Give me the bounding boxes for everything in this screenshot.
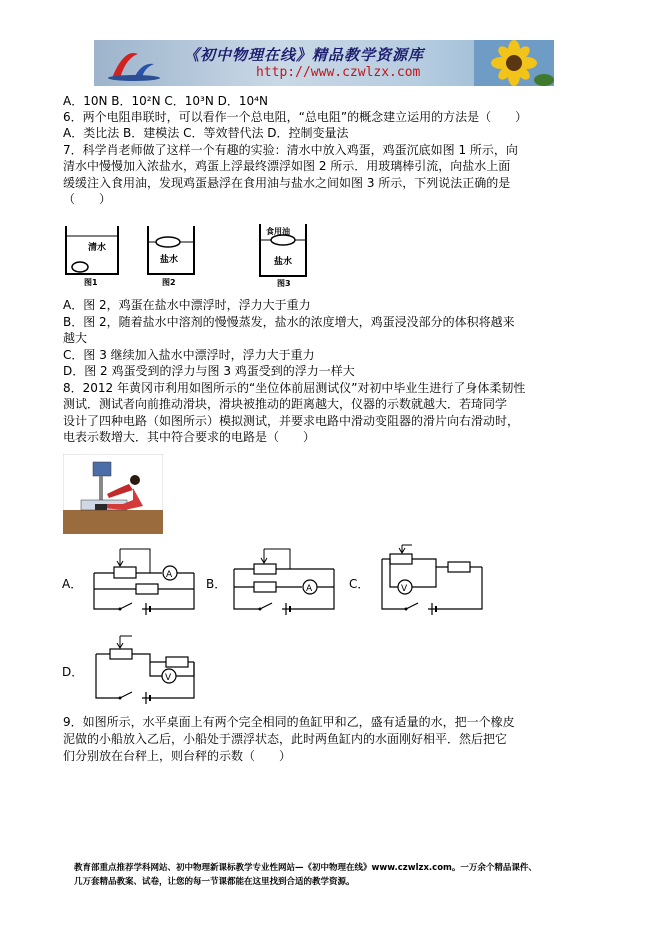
resistor	[448, 562, 470, 572]
q7-option-a: A．图 2，鸡蛋在盐水中漂浮时，浮力大于重力	[63, 298, 311, 312]
q7-stem-line4: （ ）	[63, 192, 112, 206]
q7-option-b-line1: B．图 2，随着盐水中溶剂的慢慢蒸发，盐水的浓度增大，鸡蛋浸没部分的体积将越来	[63, 315, 515, 329]
switch	[120, 692, 132, 698]
circuit-a	[90, 545, 200, 615]
sunflower-icon	[474, 40, 554, 86]
rheostat	[390, 554, 412, 564]
resistor	[136, 584, 158, 594]
banner-title: 《初中物理在线》精品教学资源库	[184, 46, 425, 64]
site-logo-icon	[104, 44, 164, 84]
switch	[120, 603, 132, 609]
q7-option-b-line2: 越大	[63, 331, 88, 345]
circuit-b-label: B．	[206, 577, 227, 591]
beaker-fig1	[66, 226, 118, 287]
svg-text:A: A	[166, 570, 173, 580]
fig1-liquid-label: 清水	[88, 243, 107, 253]
circuit-b	[230, 545, 340, 615]
rheostat	[110, 649, 132, 659]
fig2-caption: 图2	[162, 278, 176, 287]
q9-stem-line1: 9．如图所示，水平桌面上有两个完全相同的鱼缸甲和乙，盛有适量的水，把一个橡皮	[63, 715, 515, 729]
beaker-fig3	[260, 224, 306, 288]
resistor	[166, 657, 188, 667]
fig1-caption: 图1	[84, 278, 98, 287]
header-banner	[94, 40, 554, 86]
q7-option-d: D．图 2 鸡蛋受到的浮力与图 3 鸡蛋受到的浮力一样大	[63, 364, 355, 378]
footer-line2: 几万套精品教案、试卷，让您的每一节课都能在这里找到合适的教学资源。	[74, 877, 355, 887]
egg	[72, 262, 88, 272]
q8-stem-line1: 8．2012 年黄冈市利用如图所示的“坐位体前屈测试仪”对初中毕业生进行了身体柔韧性	[63, 381, 526, 395]
svg-text:A: A	[306, 584, 313, 594]
svg-text:V: V	[165, 673, 172, 683]
sit-and-reach-photo	[63, 454, 163, 534]
q9-stem-line2: 泥做的小船放入乙后，小船处于漂浮状态，此时两鱼缸内的水面刚好相平．然后把它	[63, 732, 508, 746]
switch	[260, 603, 272, 609]
beaker-fig2	[148, 226, 194, 287]
resistor	[254, 582, 276, 592]
beaker-figures	[62, 222, 322, 288]
rheostat	[254, 564, 276, 574]
q7-stem-line3: 缓缓注入食用油，发现鸡蛋悬浮在食用油与盐水之间如图 3 所示，下列说法正确的是	[63, 176, 511, 190]
circuit-c-label: C．	[349, 577, 370, 591]
q7-stem-line1: 7．科学肖老师做了这样一个有趣的实验：清水中放入鸡蛋，鸡蛋沉底如图 1 所示，向	[63, 143, 518, 157]
svg-text:V: V	[401, 584, 408, 594]
q6-stem: 6．两个电阻串联时，可以看作一个总电阻，“总电阻”的概念建立运用的方法是（ ）	[63, 110, 528, 124]
q7-option-c: C．图 3 继续加入盐水中漂浮时，浮力大于重力	[63, 348, 315, 362]
q6-options: A．类比法 B．建模法 C．等效替代法 D．控制变量法	[63, 126, 349, 140]
q8-stem-line3: 设计了四种电路（如图所示）模拟测试，并要求电路中滑动变阻器的滑片向右滑动时，	[63, 414, 520, 428]
circuit-d	[90, 632, 200, 704]
circuit-a-label: A．	[62, 577, 83, 591]
fig3-caption: 图3	[277, 279, 291, 288]
q9-stem-line3: 们分别放在台秤上，则台秤的示数（ ）	[63, 749, 292, 763]
q8-stem-line4: 电表示数增大．其中符合要求的电路是（ ）	[63, 430, 316, 444]
q8-stem-line2: 测试．测试者向前推动滑块，滑块被推动的距离越大，仪器的示数就越大．若琦同学	[63, 397, 508, 411]
q5-options: A．10N B．10²N C．10³N D．10⁴N	[63, 94, 268, 108]
fig2-liquid-label: 盐水	[160, 255, 179, 265]
egg	[271, 235, 295, 245]
fig3-oil-label: 食用油	[266, 227, 290, 236]
q7-stem-line2: 清水中慢慢加入浓盐水，鸡蛋上浮最终漂浮如图 2 所示．用玻璃棒引流，向盐水上面	[63, 159, 511, 173]
footer-line1: 教育部重点推荐学科网站、初中物理新课标教学专业性网站—《初中物理在线》www.czwlzx.com。一万余个精品课件、	[74, 863, 537, 873]
rheostat	[114, 567, 136, 578]
banner-url[interactable]: http://www.czwlzx.com	[256, 65, 421, 80]
circuit-c	[376, 543, 488, 615]
egg	[156, 237, 180, 247]
fig3-liquid-label: 盐水	[274, 257, 293, 267]
circuit-d-label: D．	[62, 665, 84, 679]
switch	[406, 603, 418, 609]
